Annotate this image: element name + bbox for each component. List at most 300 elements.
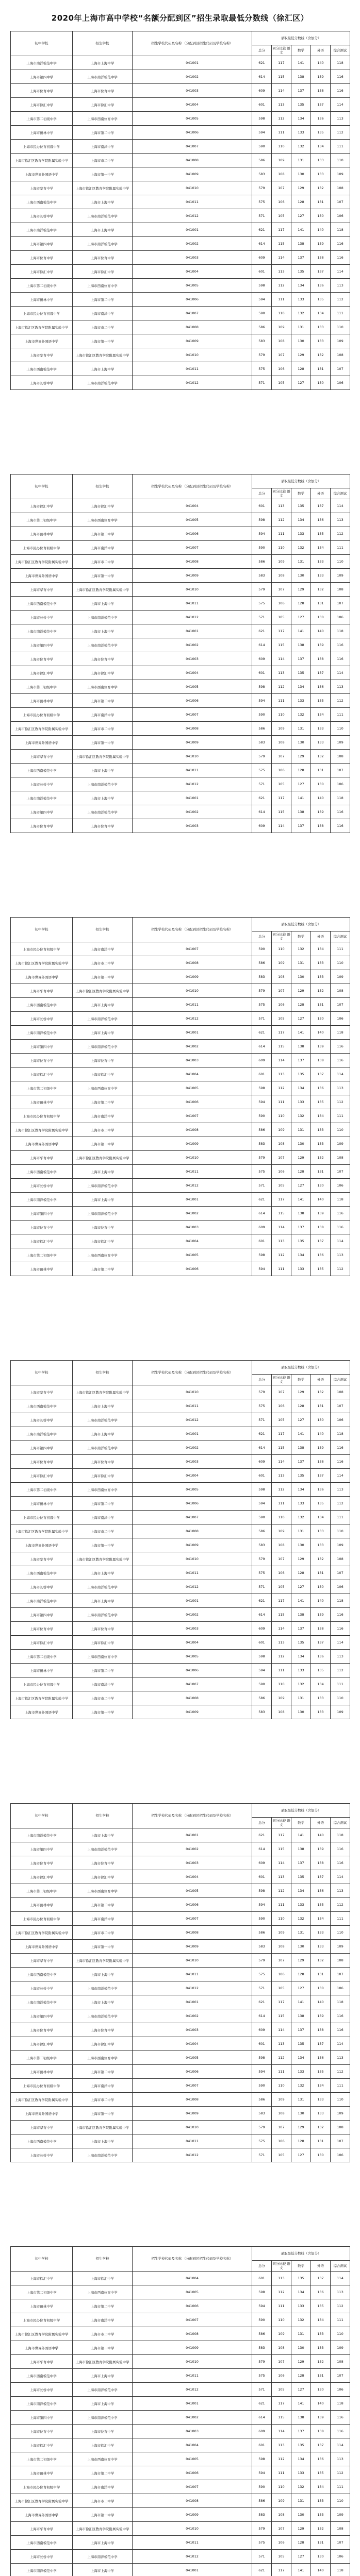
table-row [11,2536,350,2550]
cell-total: 609 [252,2023,272,2037]
cell-comprehensive: 111 [331,1912,350,1926]
cell-high-school: 上海市徐汇区教育学院附属实验中学 [73,750,133,764]
cell-high-school: 上海市第二中学 [73,2299,133,2313]
cell-math: 135 [291,1636,311,1650]
cell-school: 上海市世界外国语中学 [11,1137,73,1151]
cell-chinese: 111 [272,1664,291,1677]
cell-total: 583 [252,2341,272,2355]
cell-english: 131 [311,2369,331,2383]
cell-comprehensive: 106 [331,2148,350,2162]
cell-chinese: 107 [272,1954,291,1968]
cell-code: 041007 [133,2313,252,2327]
cell-chinese: 110 [272,1912,291,1926]
cell-english: 133 [311,956,331,970]
cell-code: 041005 [133,1081,252,1095]
cell-math: 137 [291,2023,311,2037]
cell-code: 041010 [133,750,252,764]
cell-school: 上海市徐汇中学 [11,1234,73,1248]
cell-code: 041010 [133,984,252,998]
cell-comprehensive: 109 [331,970,350,984]
header-math: 数学 [291,45,311,56]
cell-math: 128 [291,764,311,777]
header-math: 数学 [291,1818,311,1828]
cell-code: 041008 [133,2494,252,2508]
cell-high-school: 上海市第一中学 [73,334,133,348]
cell-english: 139 [311,237,331,251]
cell-math: 141 [291,1995,311,2009]
cell-english: 131 [311,998,331,1012]
cell-chinese: 110 [272,2079,291,2093]
cell-code: 041004 [133,1067,252,1081]
cell-total: 614 [252,2009,272,2023]
cell-school: 上海市长桥中学 [11,209,73,223]
cell-math: 134 [291,279,311,293]
table-row [11,819,350,833]
cell-chinese: 113 [272,1067,291,1081]
cell-high-school: 上海市徐汇区教育学院附属实验中学 [73,181,133,195]
cell-code: 041011 [133,1968,252,1981]
cell-math: 132 [291,140,311,154]
cell-math: 132 [291,2313,311,2327]
cell-code: 041010 [133,1151,252,1165]
cell-english: 133 [311,1705,331,1719]
cell-english: 135 [311,527,331,541]
cell-comprehensive: 113 [331,1248,350,1262]
cell-english: 131 [311,362,331,376]
cell-total: 601 [252,265,272,279]
cell-code: 041003 [133,652,252,666]
header-score-group: 录取最低分数线（含加分） [252,1361,350,1375]
cell-english: 132 [311,1385,331,1399]
table-row [11,1123,350,1137]
cell-high-school: 上海市南洋模范中学 [73,1040,133,1054]
cell-chinese: 109 [272,1926,291,1940]
cell-chinese: 114 [272,251,291,265]
header-comprehensive: 综合测试 [331,1375,350,1385]
cell-code: 041002 [133,70,252,84]
cell-total: 598 [252,1081,272,1095]
cell-chinese: 114 [272,84,291,98]
table-row [11,209,350,223]
cell-code: 041005 [133,2452,252,2466]
cell-total: 590 [252,307,272,320]
header-total: 总分 [252,2261,272,2272]
cell-chinese: 111 [272,1898,291,1912]
cell-total: 579 [252,1954,272,1968]
cell-school: 上海市位育中学 [11,84,73,98]
cell-english: 132 [311,1151,331,1165]
cell-code: 041006 [133,1664,252,1677]
cell-comprehensive: 110 [331,320,350,334]
cell-high-school: 上海市上海中学 [73,1427,133,1441]
cell-math: 134 [291,2452,311,2466]
table-row [11,513,350,527]
cell-high-school: 上海市第一中学 [73,2107,133,2121]
cell-comprehensive: 109 [331,2341,350,2355]
header-score-group: 录取最低分数线（含加分） [252,1804,350,1818]
table-row [11,956,350,970]
cell-math: 135 [291,2037,311,2051]
header-comprehensive: 综合测试 [331,2261,350,2272]
cell-total: 586 [252,320,272,334]
cell-total: 579 [252,2355,272,2369]
table-row [11,1650,350,1664]
cell-code: 041008 [133,320,252,334]
cell-school: 上海市徐汇中学 [11,265,73,279]
cell-high-school: 上海市第二中学 [73,293,133,307]
cell-code: 041010 [133,1954,252,1968]
cell-school: 上海市第四中学 [11,70,73,84]
cell-english: 133 [311,555,331,569]
table-row [11,1234,350,1248]
cell-code: 041004 [133,98,252,112]
header-comprehensive: 综合测试 [331,45,350,56]
cell-comprehensive: 111 [331,942,350,956]
cell-high-school: 上海市南洋中学 [73,2079,133,2093]
cell-english: 136 [311,1248,331,1262]
cell-comprehensive: 116 [331,652,350,666]
header-chinese: 同分比较 语文 [272,931,291,942]
header-comprehensive: 综合测试 [331,488,350,499]
cell-comprehensive: 106 [331,1179,350,1193]
cell-school: 上海市第四中学 [11,638,73,652]
table-row [11,1262,350,1276]
cell-code: 041006 [133,293,252,307]
cell-high-school: 上海市西南位育中学 [73,680,133,694]
cell-math: 132 [291,2480,311,2494]
cell-total: 609 [252,1856,272,1870]
cell-math: 132 [291,541,311,555]
cell-code: 041012 [133,2550,252,2564]
cell-high-school: 上海市第二中学 [73,694,133,708]
cell-chinese: 105 [272,1413,291,1427]
cell-total: 571 [252,777,272,791]
cell-total: 590 [252,708,272,722]
cell-chinese: 117 [272,1026,291,1040]
cell-comprehensive: 114 [331,2438,350,2452]
cell-math: 141 [291,791,311,805]
cell-high-school: 上海市位育中学 [73,2425,133,2438]
cell-english: 133 [311,167,331,181]
table-row [11,348,350,362]
cell-math: 135 [291,666,311,680]
cell-high-school: 上海市市二中学 [73,1926,133,1940]
cell-code: 041004 [133,1234,252,1248]
header-total: 总分 [252,931,272,942]
header-total: 总分 [252,1818,272,1828]
cell-school: 上海市长桥中学 [11,2148,73,2162]
cell-high-school: 上海市上海中学 [73,1399,133,1413]
table-row [11,112,350,126]
cell-school: 上海市第二初级中学 [11,2452,73,2466]
cell-code: 041006 [133,2299,252,2313]
cell-comprehensive: 106 [331,376,350,390]
cell-code: 041011 [133,1566,252,1580]
cell-comprehensive: 114 [331,1067,350,1081]
header-english: 外语 [311,488,331,499]
cell-math: 129 [291,348,311,362]
table-row [11,2134,350,2148]
cell-school: 上海市西南模范中学 [11,1566,73,1580]
cell-school: 上海市徐汇中学 [11,2438,73,2452]
cell-code: 041009 [133,1538,252,1552]
cell-code: 041007 [133,1912,252,1926]
cell-chinese: 106 [272,764,291,777]
cell-comprehensive: 111 [331,2480,350,2494]
cell-math: 128 [291,1399,311,1413]
cell-total: 609 [252,1455,272,1469]
cell-comprehensive: 112 [331,527,350,541]
cell-code: 041001 [133,1026,252,1040]
cell-high-school: 上海市南洋中学 [73,2480,133,2494]
header-math: 数学 [291,2261,311,2272]
cell-total: 575 [252,195,272,209]
cell-total: 614 [252,805,272,819]
cell-code: 041012 [133,1179,252,1193]
cell-total: 586 [252,1926,272,1940]
cell-comprehensive: 112 [331,1898,350,1912]
cell-total: 571 [252,209,272,223]
cell-code: 041008 [133,555,252,569]
cell-english: 135 [311,2466,331,2480]
cell-comprehensive: 116 [331,1040,350,1054]
cell-comprehensive: 118 [331,791,350,805]
cell-math: 131 [291,320,311,334]
cell-school: 上海市西南模范中学 [11,2134,73,2148]
cell-total: 609 [252,819,272,833]
cell-comprehensive: 108 [331,1151,350,1165]
cell-code: 041004 [133,265,252,279]
table-row [11,942,350,956]
cell-chinese: 115 [272,1040,291,1054]
cell-code: 041009 [133,1137,252,1151]
cell-total: 621 [252,1594,272,1608]
cell-total: 586 [252,2327,272,2341]
cell-school: 上海市华育中学 [11,984,73,998]
cell-code: 041001 [133,1427,252,1441]
cell-comprehensive: 110 [331,1926,350,1940]
header-math: 数学 [291,1375,311,1385]
cell-high-school: 上海市第二中学 [73,1898,133,1912]
cell-high-school: 上海市南洋模范中学 [73,1012,133,1026]
cell-total: 590 [252,541,272,555]
cell-english: 134 [311,1677,331,1691]
cell-total: 575 [252,597,272,611]
cell-total: 579 [252,1552,272,1566]
cell-comprehensive: 110 [331,1524,350,1538]
cell-total: 571 [252,1981,272,1995]
cell-chinese: 105 [272,1012,291,1026]
cell-code: 041001 [133,2397,252,2411]
cell-english: 131 [311,2134,331,2148]
cell-total: 609 [252,1054,272,1067]
cell-total: 579 [252,1385,272,1399]
header-score-group: 录取最低分数线（含加分） [252,31,350,45]
cell-total: 621 [252,1193,272,1207]
cell-english: 134 [311,541,331,555]
table-row [11,320,350,334]
cell-english: 132 [311,2355,331,2369]
cell-total: 583 [252,334,272,348]
cell-english: 132 [311,2121,331,2134]
header-school: 初中学校 [11,2247,73,2272]
table-row [11,2313,350,2327]
cell-chinese: 108 [272,2508,291,2522]
cell-total: 594 [252,1262,272,1276]
cell-math: 137 [291,1221,311,1234]
cell-english: 139 [311,1207,331,1221]
cell-chinese: 107 [272,1151,291,1165]
cell-english: 135 [311,694,331,708]
cell-comprehensive: 107 [331,362,350,376]
cell-school: 上海市位育中学 [11,1622,73,1636]
table-row [11,2369,350,2383]
table-row [11,1940,350,1954]
cell-math: 138 [291,1441,311,1455]
cell-chinese: 108 [272,1538,291,1552]
cell-comprehensive: 118 [331,1594,350,1608]
cell-english: 131 [311,764,331,777]
cell-high-school: 上海市南洋模范中学 [73,1580,133,1594]
cell-math: 138 [291,1040,311,1054]
table-row [11,140,350,154]
table-row [11,2355,350,2369]
cell-code: 041004 [133,1870,252,1884]
cell-school: 上海市西南模范中学 [11,1968,73,1981]
cell-comprehensive: 109 [331,1940,350,1954]
cell-code: 041007 [133,2480,252,2494]
cell-chinese: 107 [272,2121,291,2134]
cell-chinese: 111 [272,2466,291,2480]
cell-code: 041004 [133,666,252,680]
cell-math: 137 [291,251,311,265]
cell-total: 571 [252,1179,272,1193]
cell-chinese: 107 [272,2355,291,2369]
cell-code: 041001 [133,624,252,638]
table-row [11,2285,350,2299]
cell-comprehensive: 116 [331,2411,350,2425]
cell-math: 134 [291,2051,311,2065]
cell-chinese: 105 [272,1981,291,1995]
cell-code: 041002 [133,1441,252,1455]
cell-english: 134 [311,307,331,320]
table-row [11,2397,350,2411]
cell-comprehensive: 108 [331,348,350,362]
cell-school: 上海市徐汇区教育学院附属实验中学 [11,2093,73,2107]
table-row [11,1594,350,1608]
cell-code: 041003 [133,1622,252,1636]
cell-high-school: 上海市南洋中学 [73,1677,133,1691]
cell-math: 134 [291,2285,311,2299]
header-english: 外语 [311,2261,331,2272]
cell-chinese: 115 [272,1207,291,1221]
table-row [11,750,350,764]
cell-school: 上海市田林中学 [11,2466,73,2480]
cell-comprehensive: 113 [331,1650,350,1664]
cell-high-school: 上海市南洋模范中学 [73,2009,133,2023]
cell-school: 上海市西南模范中学 [11,764,73,777]
cell-total: 614 [252,237,272,251]
cell-math: 135 [291,2438,311,2452]
cell-code: 041002 [133,1842,252,1856]
cell-math: 130 [291,2341,311,2355]
cell-high-school: 上海市上海中学 [73,791,133,805]
cell-math: 129 [291,2121,311,2134]
cell-chinese: 117 [272,1828,291,1842]
cell-comprehensive: 118 [331,2564,350,2576]
cell-comprehensive: 108 [331,1385,350,1399]
cell-school: 上海市位育中学 [11,819,73,833]
cell-chinese: 112 [272,680,291,694]
table-row [11,1248,350,1262]
cell-high-school: 上海市上海中学 [73,1193,133,1207]
table-row [11,652,350,666]
cell-high-school: 上海市位育中学 [73,1221,133,1234]
cell-total: 579 [252,2522,272,2536]
cell-code: 041006 [133,1262,252,1276]
cell-math: 134 [291,1081,311,1095]
cell-high-school: 上海市南洋模范中学 [73,2411,133,2425]
cell-high-school: 上海市上海中学 [73,597,133,611]
cell-total: 579 [252,2121,272,2134]
table-row [11,1705,350,1719]
cell-english: 139 [311,638,331,652]
cell-chinese: 110 [272,942,291,956]
cell-english: 137 [311,1636,331,1650]
cell-comprehensive: 110 [331,154,350,167]
cell-total: 579 [252,181,272,195]
cell-english: 134 [311,140,331,154]
cell-school: 上海市徐汇中学 [11,1469,73,1483]
cell-school: 上海市第二初级中学 [11,1483,73,1497]
cell-math: 132 [291,307,311,320]
cell-total: 601 [252,1234,272,1248]
cell-school: 上海市南洋模范中学 [11,1594,73,1608]
cell-school: 上海市长桥中学 [11,1981,73,1995]
table-row [11,1137,350,1151]
cell-math: 138 [291,2009,311,2023]
cell-chinese: 110 [272,1677,291,1691]
cell-english: 133 [311,1123,331,1137]
cell-english: 135 [311,293,331,307]
cell-comprehensive: 111 [331,1511,350,1524]
cell-comprehensive: 116 [331,805,350,819]
cell-math: 127 [291,2148,311,2162]
cell-chinese: 114 [272,1455,291,1469]
cell-high-school: 上海市南洋模范中学 [73,1179,133,1193]
cell-high-school: 上海市南洋模范中学 [73,1981,133,1995]
cell-high-school: 上海市西南位育中学 [73,1483,133,1497]
cell-chinese: 117 [272,1427,291,1441]
cell-english: 137 [311,2272,331,2285]
cell-math: 134 [291,1248,311,1262]
cell-comprehensive: 107 [331,1399,350,1413]
cell-english: 133 [311,2327,331,2341]
cell-high-school: 上海市徐汇区教育学院附属实验中学 [73,1552,133,1566]
cell-school: 上海市世界外国语中学 [11,2508,73,2522]
cell-english: 140 [311,1594,331,1608]
cell-math: 129 [291,1552,311,1566]
cell-school: 上海市第二初级中学 [11,1081,73,1095]
cell-total: 614 [252,638,272,652]
cell-math: 141 [291,1594,311,1608]
cell-school: 上海市田林中学 [11,527,73,541]
cell-english: 133 [311,2093,331,2107]
table-row [11,84,350,98]
cell-english: 135 [311,2299,331,2313]
cell-total: 583 [252,1538,272,1552]
cell-chinese: 117 [272,2397,291,2411]
